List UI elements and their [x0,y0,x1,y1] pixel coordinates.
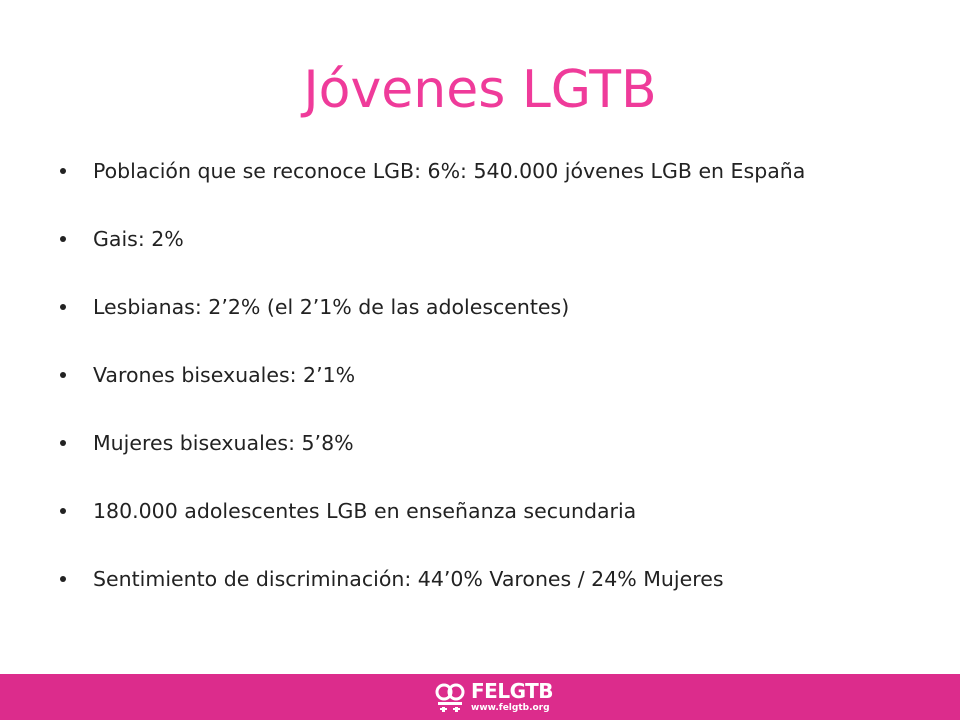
bullet-item [60,218,940,286]
bullet-dot-icon [60,440,66,446]
slide-title: Jóvenes LGTB [303,60,657,120]
bullet-dot-icon [60,576,66,582]
bullet-text: 180.000 adolescentes LGB en enseñanza secundaria [93,499,637,523]
bullet-dot-icon [60,168,66,174]
bullet-item [60,558,940,626]
bullet-text: Varones bisexuales: 2’1% [93,363,356,387]
bullet-text: Lesbianas: 2’2% (el 2’1% de las adolescentes) [93,295,570,319]
felgtb-logo-icon [434,682,466,712]
logo-url: www.felgtb.org [471,703,550,713]
bullet-list [60,150,940,626]
bullet-text: Sentimiento de discriminación: 44’0% Varones / 24% Mujeres [93,567,724,591]
bullet-text: Población que se reconoce LGB: 6%: 540.000 jóvenes LGB en España [93,159,806,183]
bullet-item [60,354,940,422]
logo-name: FELGTB [471,679,554,703]
bullet-item [60,286,940,354]
felgtb-logo [434,680,564,716]
bullet-text: Mujeres bisexuales: 5’8% [93,431,354,455]
bullet-text: Gais: 2% [93,227,184,251]
bullet-item [60,490,940,558]
bullet-item [60,150,940,218]
bullet-dot-icon [60,372,66,378]
bullet-item [60,422,940,490]
bullet-dot-icon [60,508,66,514]
bullet-dot-icon [60,304,66,310]
bullet-dot-icon [60,236,66,242]
